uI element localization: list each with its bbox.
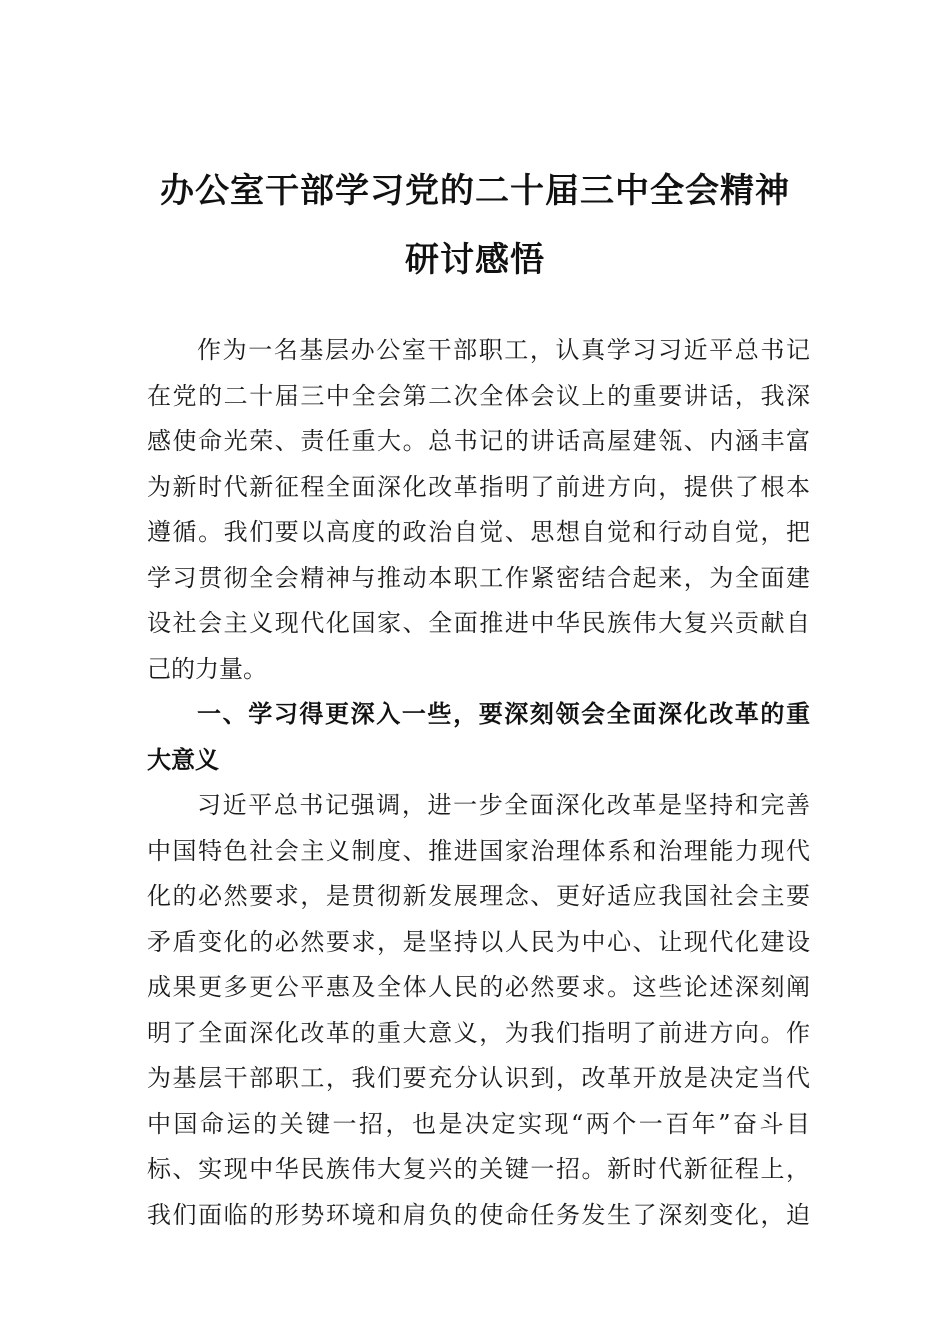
document-body	[147, 333, 810, 1243]
paragraph-2-line: 中国命运的关键一招，也是决定实现“两个一百年”奋斗目	[147, 1109, 810, 1138]
paragraph-1-line: 学习贯彻全会精神与推动本职工作紧密结合起来，为全面建	[147, 563, 810, 592]
paragraph-1-line: 在党的二十届三中全会第二次全体会议上的重要讲话，我深	[147, 381, 810, 410]
section-heading-1-line: 大意义	[147, 745, 219, 774]
paragraph-2-line: 化的必然要求，是贯彻新发展理念、更好适应我国社会主要	[147, 882, 810, 910]
paragraph-2-line: 为基层干部职工，我们要充分认识到，改革开放是决定当代	[147, 1064, 810, 1092]
document-title-line-2: 研讨感悟	[405, 240, 545, 280]
document-title-line-1: 办公室干部学习党的二十届三中全会精神	[160, 171, 790, 211]
paragraph-1-line: 己的力量。	[147, 654, 267, 683]
paragraph-2-line: 成果更多更公平惠及全体人民的必然要求。这些论述深刻阐	[147, 973, 810, 1001]
paragraph-1-line: 遵循。我们要以高度的政治自觉、思想自觉和行动自觉，把	[147, 518, 810, 546]
paragraph-2-line: 标、实现中华民族伟大复兴的关键一招。新时代新征程上，	[147, 1155, 810, 1183]
paragraph-1-line: 为新时代新征程全面深化改革指明了前进方向，提供了根本	[147, 472, 810, 501]
paragraph-2-line: 我们面临的形势环境和肩负的使命任务发生了深刻变化，迫	[147, 1200, 810, 1229]
paragraph-1-line: 设社会主义现代化国家、全面推进中华民族伟大复兴贡献自	[147, 609, 810, 637]
paragraph-1-line: 作为一名基层办公室干部职工，认真学习习近平总书记	[197, 336, 810, 364]
paragraph-2-line: 中国特色社会主义制度、推进国家治理体系和治理能力现代	[147, 836, 810, 865]
paragraph-2-line: 矛盾变化的必然要求，是坚持以人民为中心、让现代化建设	[147, 927, 810, 956]
section-heading-1-line: 一、学习得更深入一些，要深刻领会全面深化改革的重	[197, 700, 810, 728]
paragraph-2-line: 明了全面深化改革的重大意义，为我们指明了前进方向。作	[147, 1018, 810, 1047]
paragraph-2-line: 习近平总书记强调，进一步全面深化改革是坚持和完善	[197, 791, 810, 819]
paragraph-1-line: 感使命光荣、责任重大。总书记的讲话高屋建瓴、内涵丰富	[147, 427, 810, 455]
